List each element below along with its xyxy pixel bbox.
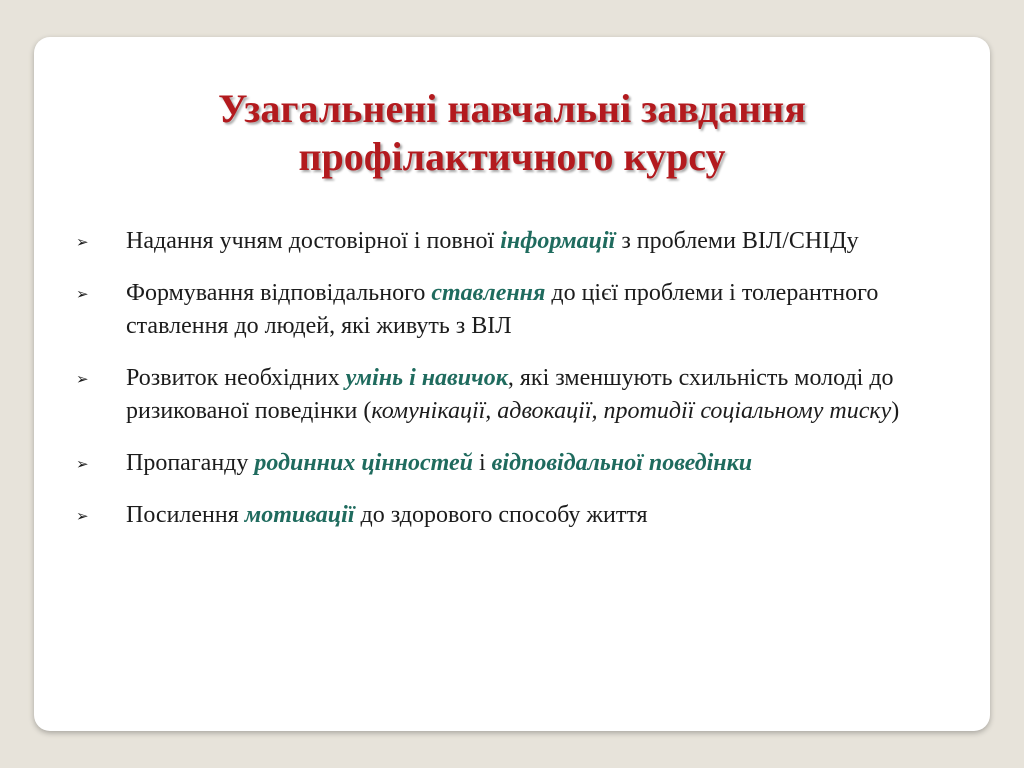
bullet-text: Розвиток необхідних <box>126 365 346 391</box>
bullet-highlight: ставлення <box>431 280 546 306</box>
arrow-bullet-icon: ➢ <box>76 370 89 388</box>
bullet-text: з проблеми ВІЛ/СНІДу <box>615 228 859 254</box>
bullet-text: ) <box>891 398 900 424</box>
bullet-highlight: родинних цінностей <box>254 450 473 476</box>
title-line-1: Узагальнені навчальні завдання <box>218 86 806 131</box>
bullet-item-information <box>74 225 964 258</box>
slide <box>34 37 990 731</box>
bullet-text: Пропаганду <box>126 450 255 476</box>
bullet-text: , які зменшують схильність молоді до ризикованої поведінки ( <box>126 365 894 424</box>
bullet-highlight: умінь і навичок <box>345 365 508 391</box>
bullet-text: Формування відповідального <box>126 280 432 306</box>
arrow-bullet-icon: ➢ <box>76 233 89 251</box>
arrow-bullet-icon: ➢ <box>76 455 89 473</box>
bullet-text: Надання учням достовірної і повної <box>126 228 501 254</box>
bullet-text: Посилення <box>126 502 245 528</box>
bullet-italic-text: комунікації, адвокації, протидії соціальному тиску <box>371 398 892 424</box>
bullet-list <box>74 225 964 551</box>
arrow-bullet-icon: ➢ <box>76 507 89 525</box>
bullet-highlight: мотивації <box>244 502 355 528</box>
bullet-item-motivation <box>74 499 964 532</box>
arrow-bullet-icon: ➢ <box>76 285 89 303</box>
slide-title <box>34 85 990 181</box>
bullet-text: до цієї проблеми і толерантного ставлення до людей, які живуть з ВІЛ <box>126 280 879 339</box>
bullet-highlight: відповідальної поведінки <box>491 450 753 476</box>
bullet-text: і <box>473 450 492 476</box>
bullet-item-attitude <box>74 277 964 343</box>
bullet-item-values <box>74 447 964 480</box>
bullet-item-skills <box>74 362 964 428</box>
bullet-highlight: інформації <box>500 228 616 254</box>
title-line-2: профілактичного курсу <box>298 134 726 179</box>
bullet-text: до здорового способу життя <box>354 502 648 528</box>
